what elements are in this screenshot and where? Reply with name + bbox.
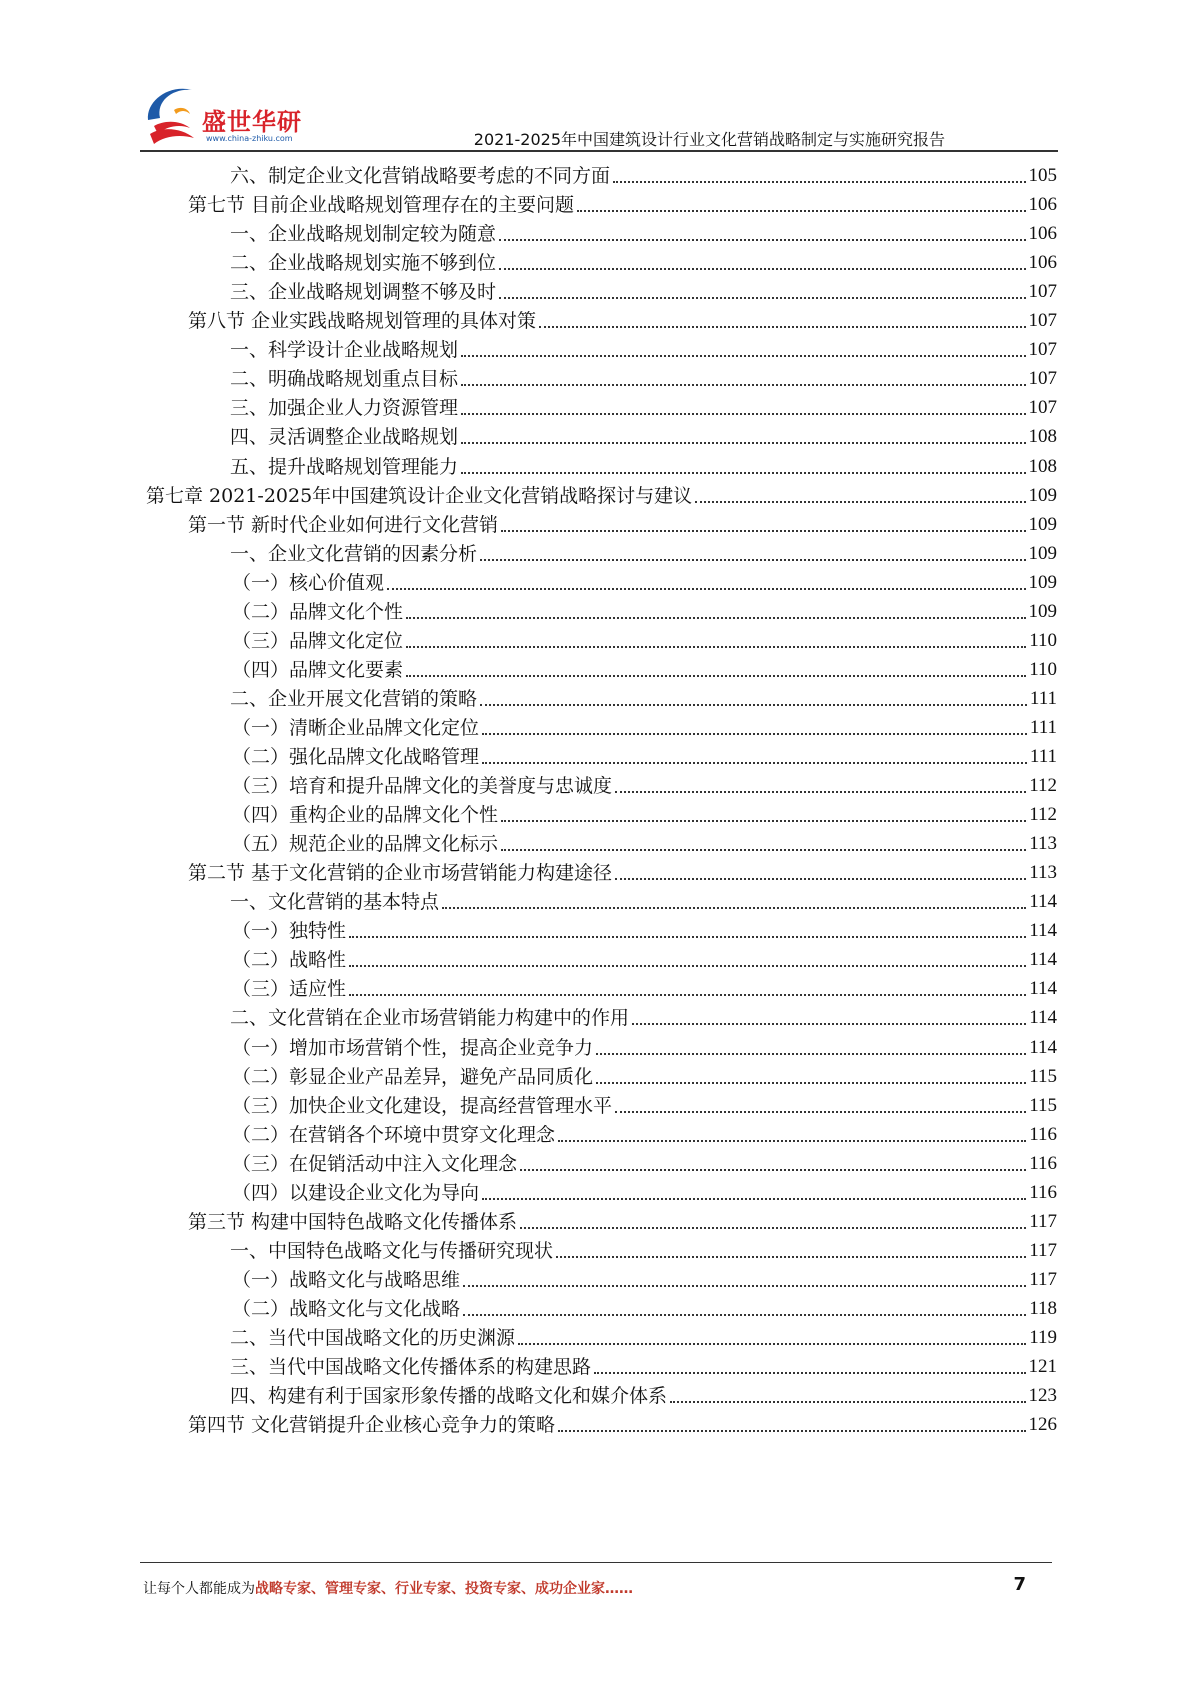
toc-entry-page: 106 [1028, 223, 1057, 245]
toc-entry[interactable] [230, 216, 1057, 247]
toc-entry-title: 一、科学设计企业战略规划 [230, 339, 459, 362]
footer-slogan [143, 1578, 633, 1598]
toc-entry-title: 第一节 新时代企业如何进行文化营销 [188, 513, 499, 536]
toc-entry-title: 三、企业战略规划调整不够及时 [230, 281, 497, 304]
toc-entry-title: 二、文化营销在企业市场营销能力构建中的作用 [230, 1007, 630, 1030]
toc-dot-leader [349, 994, 1026, 996]
toc-entry-page: 114 [1029, 1007, 1057, 1029]
toc-entry[interactable] [232, 1175, 1057, 1206]
toc-entry-title: （三）品牌文化定位 [232, 629, 404, 652]
toc-entry[interactable] [230, 449, 1057, 480]
toc-dot-leader [615, 878, 1026, 880]
toc-entry-title: 二、企业战略规划实施不够到位 [230, 252, 497, 275]
toc-dot-leader [480, 559, 1025, 561]
footer-slogan-lead: 让每个人都能成为 [143, 1581, 255, 1597]
toc-entry-page: 116 [1029, 1152, 1057, 1174]
toc-entry-title: 三、加强企业人力资源管理 [230, 397, 459, 420]
toc-entry[interactable] [232, 652, 1057, 683]
toc-entry-title: 三、当代中国战略文化传播体系的构建思路 [230, 1356, 592, 1379]
toc-entry-title: 第七节 目前企业战略规划管理存在的主要问题 [188, 194, 575, 217]
toc-entry-page: 112 [1029, 804, 1057, 826]
toc-dot-leader [461, 442, 1025, 444]
report-title: 2021-2025年中国建筑设计行业文化营销战略制定与实施研究报告 [473, 130, 945, 149]
toc-entry-title: （三）加快企业文化建设，提高经营管理水平 [232, 1094, 613, 1117]
toc-entry-page: 106 [1028, 252, 1057, 274]
toc-entry[interactable] [188, 507, 1057, 538]
toc-dot-leader [501, 849, 1026, 851]
toc-dot-leader [461, 384, 1025, 386]
footer-slogan-accent: 战略专家、管理专家、行业专家、投资专家、成功企业家…… [255, 1581, 633, 1597]
toc-dot-leader [613, 181, 1025, 183]
toc-entry[interactable] [232, 1146, 1057, 1177]
toc-entry-page: 113 [1029, 833, 1057, 855]
toc-dot-leader [461, 355, 1025, 357]
toc-entry-title: （一）战略文化与战略思维 [232, 1268, 461, 1291]
toc-entry[interactable] [230, 536, 1057, 567]
toc-entry[interactable] [232, 1291, 1057, 1322]
toc-entry-page: 113 [1029, 862, 1057, 884]
toc-entry[interactable] [146, 478, 1057, 509]
footer-divider [140, 1562, 1052, 1563]
logo-url: www.china-zhiku.com [206, 134, 293, 143]
toc-entry-page: 111 [1029, 746, 1057, 767]
toc-entry[interactable] [232, 971, 1057, 1002]
toc-entry-title: 四、构建有利于国家形象传播的战略文化和媒介体系 [230, 1385, 668, 1408]
toc-entry-page: 115 [1029, 1094, 1057, 1116]
toc-dot-leader [406, 675, 1026, 677]
toc-dot-leader [442, 907, 1026, 909]
toc-entry-title: 二、企业开展文化营销的策略 [230, 687, 478, 710]
toc-entry-page: 126 [1028, 1414, 1057, 1436]
toc-entry-page: 108 [1028, 455, 1057, 477]
toc-entry-page: 111 [1029, 687, 1057, 709]
toc-entry[interactable] [232, 768, 1057, 799]
toc-entry-title: 一、中国特色战略文化与传播研究现状 [230, 1239, 554, 1262]
toc-entry[interactable] [188, 1407, 1057, 1438]
toc-entry-page: 109 [1028, 513, 1057, 535]
toc-entry-title: 一、企业战略规划制定较为随意 [230, 223, 497, 246]
toc-entry-page: 106 [1028, 194, 1057, 216]
toc-entry-title: （四）重构企业的品牌文化个性 [232, 804, 499, 827]
toc-entry[interactable] [232, 1088, 1057, 1119]
toc-entry[interactable] [230, 361, 1057, 392]
toc-entry-title: （二）战略性 [232, 949, 347, 972]
toc-dot-leader [499, 239, 1025, 241]
toc-dot-leader [558, 1430, 1025, 1432]
toc-dot-leader [670, 1401, 1025, 1403]
toc-entry[interactable] [230, 1320, 1057, 1351]
toc-entry[interactable] [230, 332, 1057, 363]
toc-entry-title: 第二节 基于文化营销的企业市场营销能力构建途径 [188, 862, 613, 885]
toc-entry-title: （二）彰显企业产品差异，避免产品同质化 [232, 1065, 594, 1088]
toc-entry-title: （一）增加市场营销个性，提高企业竞争力 [232, 1036, 594, 1059]
toc-entry-page: 123 [1028, 1385, 1057, 1407]
toc-dot-leader [596, 1053, 1026, 1055]
toc-dot-leader [499, 268, 1025, 270]
toc-dot-leader [387, 588, 1025, 590]
toc-dot-leader [556, 1256, 1026, 1258]
toc-entry[interactable] [230, 1378, 1057, 1409]
toc-entry-title: （五）规范企业的品牌文化标示 [232, 833, 499, 856]
toc-dot-leader [594, 1372, 1025, 1374]
toc-entry[interactable] [230, 884, 1057, 915]
toc-entry[interactable] [232, 1262, 1057, 1293]
toc-entry-page: 107 [1028, 397, 1057, 419]
toc-entry-page: 116 [1029, 1181, 1057, 1203]
logo-name: 盛世华研 [202, 108, 302, 136]
toc-entry-page: 117 [1029, 1268, 1057, 1290]
toc-entry[interactable] [232, 797, 1057, 828]
toc-entry[interactable] [232, 710, 1057, 741]
toc-entry[interactable] [230, 390, 1057, 421]
toc-dot-leader [482, 762, 1027, 764]
toc-dot-leader [518, 1343, 1026, 1345]
toc-dot-leader [349, 936, 1026, 938]
toc-entry-page: 118 [1029, 1297, 1057, 1319]
toc-entry-title: 二、明确战略规划重点目标 [230, 368, 459, 391]
toc-entry-page: 110 [1029, 629, 1057, 651]
toc-entry-title: （三）培育和提升品牌文化的美誉度与忠诚度 [232, 775, 613, 798]
toc-dot-leader [499, 297, 1025, 299]
toc-entry-page: 109 [1028, 484, 1057, 506]
toc-dot-leader [463, 1314, 1026, 1316]
header-divider [140, 150, 1058, 152]
toc-entry-page: 115 [1029, 1065, 1057, 1087]
toc-entry-page: 107 [1028, 339, 1057, 361]
toc-dot-leader [480, 704, 1027, 706]
toc-dot-leader [520, 1227, 1026, 1229]
toc-entry[interactable] [188, 1204, 1057, 1235]
toc-entry[interactable] [232, 1030, 1057, 1061]
toc-entry-page: 114 [1029, 891, 1057, 913]
toc-entry-page: 107 [1028, 310, 1057, 332]
toc-dot-leader [539, 326, 1025, 328]
toc-entry-title: 一、文化营销的基本特点 [230, 891, 440, 914]
toc-entry-title: 一、企业文化营销的因素分析 [230, 542, 478, 565]
toc-entry-title: （二）战略文化与文化战略 [232, 1297, 461, 1320]
toc-entry[interactable] [230, 245, 1057, 276]
logo-swoosh-icon [140, 80, 210, 150]
toc-dot-leader [501, 530, 1025, 532]
toc-entry[interactable] [232, 1059, 1057, 1090]
toc-entry[interactable] [230, 1233, 1057, 1264]
toc-dot-leader [596, 1082, 1026, 1084]
toc-entry-title: 四、灵活调整企业战略规划 [230, 426, 459, 449]
toc-entry-title: 第三节 构建中国特色战略文化传播体系 [188, 1210, 518, 1233]
toc-entry-page: 111 [1029, 716, 1057, 738]
toc-entry-title: （四）以建设企业文化为导向 [232, 1181, 480, 1204]
toc-entry-page: 116 [1029, 1123, 1057, 1145]
toc-entry-page: 109 [1028, 571, 1057, 593]
toc-dot-leader [695, 501, 1025, 503]
toc-entry[interactable] [230, 681, 1057, 712]
toc-entry[interactable] [230, 1349, 1057, 1380]
toc-entry-title: （一）核心价值观 [232, 571, 385, 594]
toc-entry-title: （一）清晰企业品牌文化定位 [232, 716, 480, 739]
toc-entry[interactable] [232, 565, 1057, 596]
toc-entry[interactable] [230, 274, 1057, 305]
toc-entry[interactable] [230, 419, 1057, 450]
toc-entry-page: 114 [1029, 920, 1057, 942]
toc-entry-page: 112 [1029, 775, 1057, 797]
toc-entry[interactable] [232, 913, 1057, 944]
toc-dot-leader [577, 210, 1025, 212]
toc-entry[interactable] [232, 594, 1057, 625]
toc-dot-leader [463, 1285, 1026, 1287]
toc-entry-page: 108 [1028, 426, 1057, 448]
toc-entry-page: 119 [1029, 1327, 1057, 1348]
toc-entry-title: 二、当代中国战略文化的历史渊源 [230, 1327, 516, 1349]
page-header [0, 0, 1191, 150]
toc-entry-title: 第七章 2021-2025年中国建筑设计企业文化营销战略探讨与建议 [146, 484, 693, 507]
toc-entry-title: （三）适应性 [232, 978, 347, 1001]
toc-dot-leader [406, 617, 1025, 619]
toc-dot-leader [482, 733, 1027, 735]
toc-entry-page: 114 [1029, 949, 1057, 971]
toc-entry-page: 109 [1028, 600, 1057, 622]
toc-entry[interactable] [232, 1117, 1057, 1148]
toc-entry[interactable] [188, 855, 1057, 886]
toc-dot-leader [615, 791, 1026, 793]
toc-entry-page: 109 [1028, 542, 1057, 564]
toc-dot-leader [615, 1111, 1026, 1113]
toc-entry[interactable] [232, 942, 1057, 973]
toc-dot-leader [632, 1023, 1026, 1025]
toc-entry-title: （二）强化品牌文化战略管理 [232, 746, 480, 768]
toc-entry-title: 第八节 企业实践战略规划管理的具体对策 [188, 310, 537, 333]
toc-entry-title: （四）品牌文化要素 [232, 658, 404, 681]
toc-entry-title: 五、提升战略规划管理能力 [230, 455, 459, 478]
toc-dot-leader [558, 1140, 1026, 1142]
toc-entry-title: （二）在营销各个环境中贯穿文化理念 [232, 1123, 556, 1146]
toc-entry[interactable] [232, 739, 1057, 770]
toc-dot-leader [461, 472, 1025, 474]
toc-entry-title: （一）独特性 [232, 920, 347, 943]
company-logo [140, 80, 315, 150]
toc-entry[interactable] [230, 158, 1057, 189]
toc-dot-leader [482, 1198, 1026, 1200]
toc-entry[interactable] [230, 1000, 1057, 1031]
toc-entry-page: 110 [1029, 658, 1057, 680]
toc-entry-page: 117 [1029, 1210, 1057, 1232]
toc-entry-title: 第四节 文化营销提升企业核心竞争力的策略 [188, 1414, 556, 1437]
toc-entry-page: 114 [1029, 978, 1057, 1000]
toc-entry-title: （三）在促销活动中注入文化理念 [232, 1152, 518, 1175]
toc-entry-title: （二）品牌文化个性 [232, 600, 404, 623]
toc-entry-page: 114 [1029, 1036, 1057, 1058]
toc-entry-title: 六、制定企业文化营销战略要考虑的不同方面 [230, 165, 611, 187]
toc-dot-leader [520, 1169, 1026, 1171]
toc-entry-page: 107 [1028, 368, 1057, 390]
toc-entry-page: 107 [1028, 281, 1057, 303]
toc-entry-page: 105 [1028, 165, 1057, 186]
toc-dot-leader [461, 413, 1025, 415]
toc-entry-page: 121 [1028, 1356, 1057, 1378]
toc-entry[interactable] [232, 623, 1057, 654]
page-number: 7 [1013, 1574, 1026, 1595]
toc-dot-leader [406, 646, 1026, 648]
toc-entry[interactable] [188, 187, 1057, 218]
toc-dot-leader [501, 820, 1026, 822]
toc-entry-page: 117 [1029, 1239, 1057, 1261]
toc-dot-leader [349, 965, 1026, 967]
toc-entry[interactable] [188, 303, 1057, 334]
toc-entry[interactable] [232, 826, 1057, 857]
